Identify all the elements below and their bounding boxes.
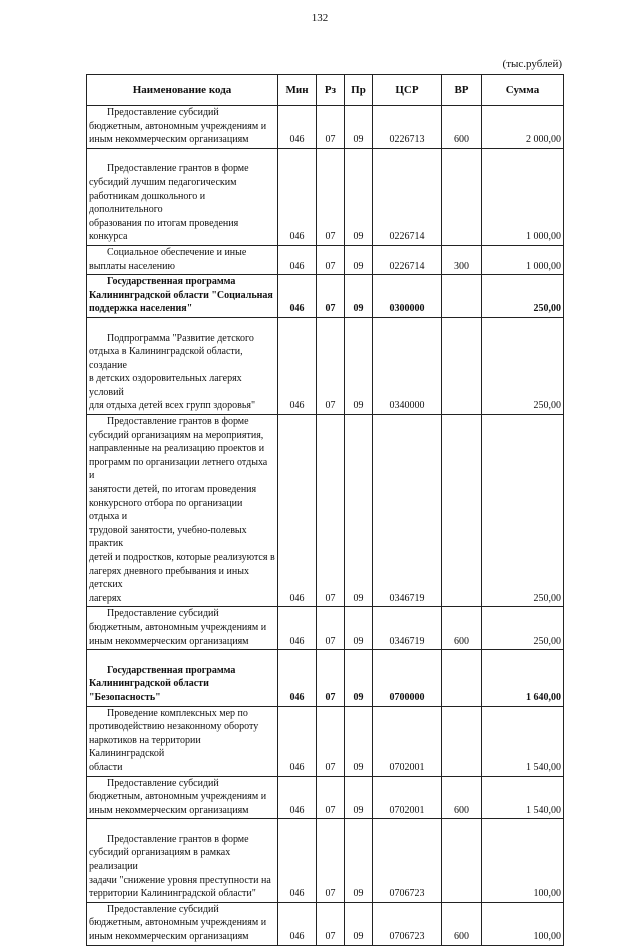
row-rz-cell: 07 (317, 902, 345, 945)
row-rz-cell: 07 (317, 607, 345, 650)
row-name-line (89, 650, 275, 664)
row-pr-cell: 09 (345, 415, 373, 607)
row-name-line: программ по организации летнего отдыха и (89, 456, 268, 482)
row-name-line: образования по итогам проведения конкурса (89, 217, 239, 243)
row-name-line: противодействию незаконному обороту (89, 721, 259, 733)
row-name-line: задачи "снижение уровня преступности на (89, 874, 271, 886)
row-csr-cell: 0702001 (373, 776, 442, 819)
header-rz: Рз (317, 75, 345, 106)
row-name-line: территории Калининградской области" (89, 888, 256, 900)
row-csr-cell: 0340000 (373, 317, 442, 414)
row-name-line: конкурсного отбора по организации отдыха и (89, 497, 243, 523)
row-csr-cell: 0226713 (373, 106, 442, 149)
row-name-line: иным некоммерческим организациям (89, 635, 249, 647)
table-row (87, 415, 564, 607)
row-name-line (89, 318, 275, 332)
row-pr-cell: 09 (345, 650, 373, 706)
row-min-cell: 046 (278, 650, 317, 706)
row-min-cell: 046 (278, 275, 317, 318)
row-name-line: лагерях дневного пребывания и иных детских (89, 565, 249, 591)
row-min-cell: 046 (278, 415, 317, 607)
row-name-line: лагерях (89, 592, 122, 604)
row-sum-cell: 100,00 (482, 902, 564, 945)
row-rz-cell: 07 (317, 650, 345, 706)
row-name-cell (87, 607, 278, 650)
row-rz-cell: 07 (317, 245, 345, 274)
row-name-line: иным некоммерческим организациям (89, 931, 249, 943)
row-name-line: работникам дошкольного и дополнительного (89, 190, 206, 216)
row-min-cell: 046 (278, 607, 317, 650)
row-sum-cell: 1 640,00 (482, 650, 564, 706)
row-min-cell: 046 (278, 706, 317, 776)
row-sum-cell: 250,00 (482, 415, 564, 607)
table-row (87, 148, 564, 245)
header-csr: ЦСР (373, 75, 442, 106)
units-label: (тыс.рублей) (502, 58, 562, 70)
table-header-row (87, 75, 564, 106)
row-name-line: поддержка населения" (89, 303, 193, 315)
table-row (87, 706, 564, 776)
table-row (87, 776, 564, 819)
row-pr-cell: 09 (345, 819, 373, 903)
row-rz-cell: 07 (317, 148, 345, 245)
row-pr-cell: 09 (345, 902, 373, 945)
row-name-line: бюджетным, автономным учреждениям и (89, 791, 267, 803)
row-name-line: бюджетным, автономным учреждениям и (89, 621, 267, 633)
row-sum-cell: 2 000,00 (482, 106, 564, 149)
row-name-cell (87, 275, 278, 318)
row-min-cell: 046 (278, 902, 317, 945)
row-pr-cell: 09 (345, 776, 373, 819)
row-name-line: Предоставление субсидий (107, 107, 219, 118)
row-sum-cell: 250,00 (482, 275, 564, 318)
row-vr-cell (442, 275, 482, 318)
row-name-line: субсидий лучшим педагогическим (89, 176, 237, 188)
row-name-cell (87, 706, 278, 776)
row-vr-cell (442, 148, 482, 245)
row-name-line: для отдыха детей всех групп здоровья" (89, 400, 256, 412)
row-vr-cell: 600 (442, 776, 482, 819)
row-name-line: Подпрограмма "Развитие детского (107, 332, 254, 344)
row-vr-cell (442, 650, 482, 706)
row-name-cell (87, 148, 278, 245)
row-csr-cell: 0700000 (373, 650, 442, 706)
row-name-line: субсидий организациям на мероприятия, (89, 429, 264, 441)
row-name-line: Предоставление грантов в форме (107, 833, 249, 845)
row-name-line: трудовой занятости, учебно-полевых практик (89, 524, 247, 550)
row-name-cell (87, 245, 278, 274)
row-name-cell (87, 819, 278, 903)
row-csr-cell: 0346719 (373, 607, 442, 650)
row-sum-cell: 250,00 (482, 317, 564, 414)
row-pr-cell: 09 (345, 607, 373, 650)
row-vr-cell (442, 415, 482, 607)
header-name: Наименование кода (87, 75, 278, 106)
row-rz-cell: 07 (317, 317, 345, 414)
row-name-line: Предоставление грантов в форме (107, 416, 249, 428)
table-row (87, 245, 564, 274)
table-body (87, 106, 564, 946)
table-row (87, 275, 564, 318)
row-name-line: детей и подростков, которые реализуются в (89, 552, 275, 563)
table-row (87, 819, 564, 903)
row-name-line: области (89, 761, 123, 773)
row-rz-cell: 07 (317, 706, 345, 776)
row-name-line (89, 149, 275, 163)
page-number: 132 (311, 12, 329, 24)
row-name-line: Предоставление субсидий (107, 777, 219, 789)
row-pr-cell: 09 (345, 106, 373, 149)
row-name-line (89, 819, 275, 833)
row-sum-cell: 1 000,00 (482, 245, 564, 274)
row-vr-cell: 300 (442, 245, 482, 274)
row-pr-cell: 09 (345, 317, 373, 414)
row-name-line: Предоставление субсидий (107, 903, 219, 915)
row-rz-cell: 07 (317, 106, 345, 149)
row-csr-cell: 0300000 (373, 275, 442, 318)
row-vr-cell (442, 317, 482, 414)
row-name-line: Государственная программа (107, 664, 236, 676)
row-name-line: занятости детей, по итогам проведения (89, 484, 257, 496)
row-name-cell (87, 902, 278, 945)
row-vr-cell (442, 706, 482, 776)
row-sum-cell: 100,00 (482, 819, 564, 903)
row-vr-cell: 600 (442, 607, 482, 650)
row-min-cell: 046 (278, 106, 317, 149)
row-name-cell (87, 415, 278, 607)
row-rz-cell: 07 (317, 275, 345, 318)
row-pr-cell: 09 (345, 148, 373, 245)
header-pr: Пр (345, 75, 373, 106)
row-min-cell: 046 (278, 148, 317, 245)
row-sum-cell: 1 540,00 (482, 706, 564, 776)
table-row (87, 607, 564, 650)
row-sum-cell: 1 540,00 (482, 776, 564, 819)
row-rz-cell: 07 (317, 776, 345, 819)
row-name-line: Предоставление субсидий (107, 608, 219, 620)
row-sum-cell: 250,00 (482, 607, 564, 650)
row-min-cell: 046 (278, 776, 317, 819)
row-min-cell: 046 (278, 317, 317, 414)
row-csr-cell: 0226714 (373, 148, 442, 245)
row-vr-cell (442, 819, 482, 903)
row-pr-cell: 09 (345, 275, 373, 318)
row-csr-cell: 0226714 (373, 245, 442, 274)
header-sum: Сумма (482, 75, 564, 106)
row-name-line: Калининградской области "Социальная (89, 289, 273, 301)
row-rz-cell: 07 (317, 819, 345, 903)
row-name-line: иным некоммерческим организациям (89, 804, 249, 816)
table-row (87, 106, 564, 149)
table-row (87, 317, 564, 414)
row-name-line: Социальное обеспечение и иные (107, 246, 247, 258)
row-csr-cell: 0346719 (373, 415, 442, 607)
row-vr-cell: 600 (442, 902, 482, 945)
row-name-line: Государственная программа (107, 276, 236, 288)
row-sum-cell: 1 000,00 (482, 148, 564, 245)
row-name-line: бюджетным, автономным учреждениям и (89, 917, 267, 929)
table-row (87, 650, 564, 706)
row-csr-cell: 0706723 (373, 902, 442, 945)
row-vr-cell: 600 (442, 106, 482, 149)
row-csr-cell: 0702001 (373, 706, 442, 776)
row-name-cell (87, 317, 278, 414)
row-csr-cell: 0706723 (373, 819, 442, 903)
row-name-cell (87, 776, 278, 819)
budget-table (86, 74, 564, 946)
row-name-cell (87, 650, 278, 706)
row-pr-cell: 09 (345, 706, 373, 776)
row-name-line: выплаты населению (89, 260, 175, 272)
row-name-line: Проведение комплексных мер по (107, 707, 248, 719)
row-rz-cell: 07 (317, 415, 345, 607)
row-min-cell: 046 (278, 245, 317, 274)
row-pr-cell: 09 (345, 245, 373, 274)
row-name-line: Калининградской области "Безопасность" (89, 678, 209, 703)
row-name-line: наркотиков на территории Калининградской (89, 734, 201, 760)
row-name-line: Предоставление грантов в форме (107, 163, 249, 175)
row-name-cell (87, 106, 278, 149)
row-min-cell: 046 (278, 819, 317, 903)
header-vr: ВР (442, 75, 482, 106)
row-name-line: субсидий организациям в рамках реализации (89, 847, 231, 873)
row-name-line: в детских оздоровительных лагерях условий (89, 373, 242, 398)
row-name-line: иным некоммерческим организациям (89, 134, 249, 146)
header-min: Мин (278, 75, 317, 106)
row-name-line: бюджетным, автономным учреждениям и (89, 120, 267, 132)
table-row (87, 902, 564, 945)
row-name-line: отдыха в Калининградской области, создание (89, 346, 243, 371)
row-name-line: направленные на реализацию проектов и (89, 443, 265, 455)
